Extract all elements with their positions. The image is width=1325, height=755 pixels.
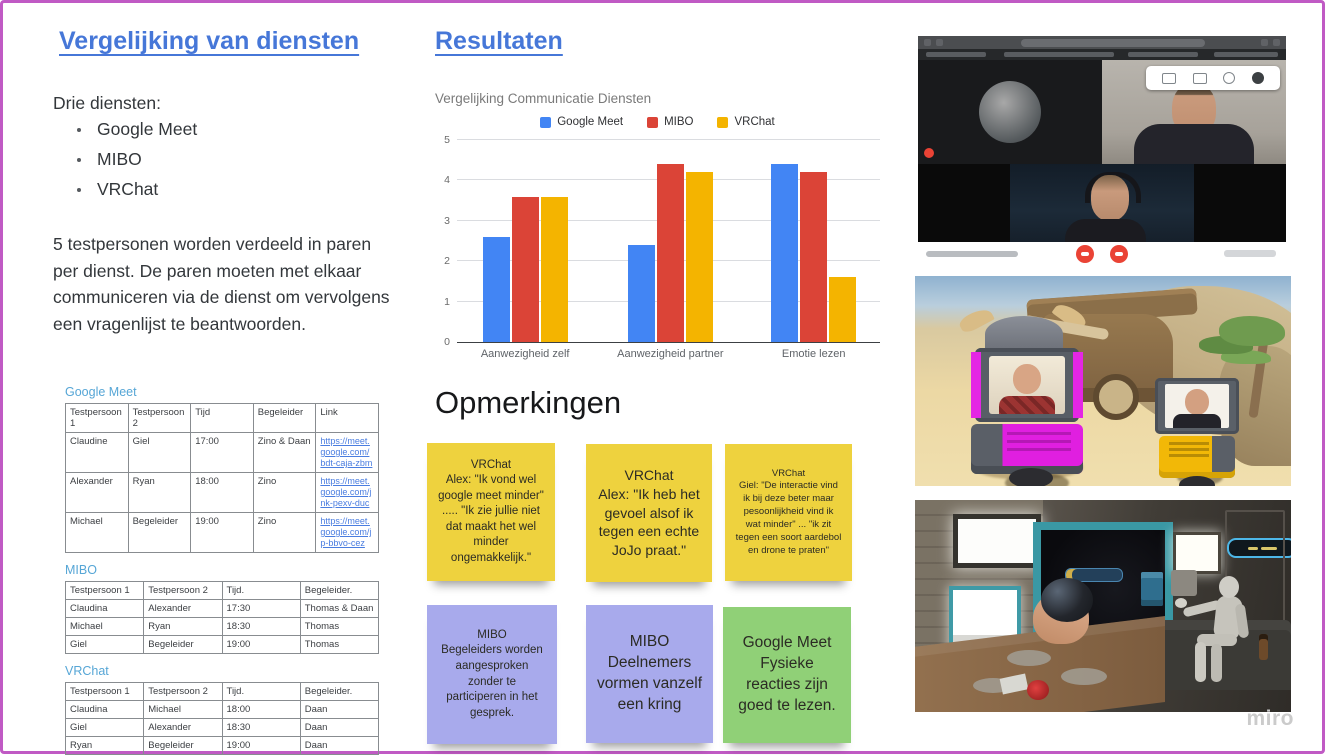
section-title-opmerkingen: Opmerkingen [435,385,622,420]
list-item [77,149,197,170]
y-tick-label: 4 [444,174,450,187]
table-cell [316,433,379,473]
column-header: Testpersoon 2 [128,404,191,433]
legend-item [540,116,623,128]
bullet-icon [77,128,81,132]
column-header: Testpersoon 2 [144,582,222,600]
table-cell: Begeleider [144,737,222,755]
table-cell: Michael [66,618,144,636]
column-header: Testpersoon 1 [66,404,129,433]
results-chart[interactable] [435,91,880,372]
x-axis-label: Emotie lezen [781,348,846,360]
y-tick-label: 3 [444,214,450,227]
column-header: Link [316,404,379,433]
browser-tabs [918,49,1286,60]
sticky-note-5[interactable] [586,605,713,743]
table-cell: Alexander [144,719,222,737]
column-header: Testpersoon 2 [144,683,222,701]
vr-goggles [1041,578,1093,622]
legend-swatch [540,117,551,128]
table-cell: Thomas & Daan [300,600,378,618]
table-cell: Michael [66,513,129,553]
table-row [66,600,379,618]
participant-shirt [1173,414,1221,428]
table-cell: Giel [66,636,144,654]
table-cell: Zino [253,473,316,513]
table-cell: Claudina [66,701,144,719]
browser-toolbar [918,36,1286,49]
browser-tab [1128,52,1198,57]
avatar [979,81,1041,143]
meeting-name [926,251,1018,257]
y-axis-labels [435,134,457,348]
video-screen [989,356,1065,414]
table-cell: 17:30 [222,600,300,618]
legend-label: VRChat [734,116,775,128]
mannequin-leg [1195,642,1206,682]
browser-tab [926,52,986,57]
cast-icon [1162,73,1176,84]
bar-vrchat [686,172,713,342]
table-row [66,701,379,719]
browser-profile-icon [1261,39,1268,46]
browser-menu-icon [1273,39,1280,46]
chart-body [435,134,880,372]
browser-tab [1004,52,1114,57]
meeting-controls-popup [1146,66,1280,90]
video-screen [1165,384,1229,428]
tv-head [975,348,1079,422]
bars [483,140,568,342]
plate [1007,650,1051,666]
table-cell: 18:00 [222,701,300,719]
table-cell: Begeleider [128,513,191,553]
meet-control-bar [918,242,1286,266]
bar-vrchat [541,197,568,342]
note-header: MIBO [629,633,670,651]
tv-head [1155,378,1239,434]
sticky-note-6[interactable] [723,607,851,743]
column-header: Begeleider. [300,582,378,600]
x-axis-label: Aanwezigheid partner [617,348,724,360]
bullet-icon [77,188,81,192]
legend-item [647,116,693,128]
person-body [1065,219,1146,242]
bottle [1259,634,1268,660]
table-cell: Giel [66,719,144,737]
bar-group [481,140,570,360]
service-name: MIBO [97,149,142,169]
sticky-note-2[interactable] [586,444,712,582]
bar-google-meet [483,237,510,342]
table-mibo [65,581,379,654]
table-google-meet [65,403,379,553]
column-header: Testpersoon 1 [66,582,144,600]
bar-vrchat [829,277,856,342]
screenshot-mibo[interactable] [915,276,1291,486]
table-row [66,473,379,513]
column-header: Tijd. [222,582,300,600]
bar-groups [457,140,880,360]
table-row [66,433,379,473]
table-label-google-meet: Google Meet [65,385,137,399]
service-tables [65,375,381,755]
table-header-row [66,404,379,433]
meet-options-icons [1224,250,1276,257]
service-name: Google Meet [97,119,198,139]
meet-link[interactable]: https://meet.google.com/jnk-pexv-duc [320,476,372,508]
experiment-description: 5 testpersonen worden verdeeld in paren per dienst. De paren moeten met elkaar communiceren via de dienst om vervolgens een vragenlijst te beantwoorden. [53,234,390,334]
y-tick-label: 5 [444,134,450,146]
table-cell [316,473,379,513]
sticky-note-3[interactable] [725,444,852,581]
table-cell: Giel [128,433,191,473]
robot-vents [1007,432,1071,435]
robot-avatar-yellow [1151,378,1243,486]
bright-panel [1173,532,1221,574]
robot-avatar-pink [967,316,1091,476]
red-object [1027,680,1049,700]
note-header: VRChat [771,467,806,479]
table-cell: Ryan [66,737,144,755]
participant-face [1185,389,1209,415]
video-grid [918,60,1286,242]
screenshot-google-meet[interactable] [918,36,1286,266]
notes-grid [427,443,859,747]
table-cell: Begeleider [144,636,222,654]
cart-wheel [1093,374,1139,420]
table-cell: 17:00 [191,433,254,473]
table-cell: Michael [144,701,222,719]
note-body: Fysieke reacties zijn goed te lezen. [738,655,836,714]
video-tile-person-2 [1010,164,1194,242]
person-body [1134,124,1254,164]
table-cell: Alexander [66,473,129,513]
bar-google-meet [628,245,655,342]
address-bar [1021,39,1205,47]
meet-link[interactable]: https://meet.google.com/jp-bbvo-cez [320,516,372,548]
legend-swatch [717,117,728,128]
chart-title: Vergelijking Communicatie Diensten [435,91,652,106]
y-tick-label: 1 [444,295,450,308]
note-header: VRChat [470,458,512,471]
table-row [66,636,379,654]
table-cell: Claudine [66,433,129,473]
bar-mibo [657,164,684,342]
browser-forward-icon [936,39,943,46]
sticky-note-1[interactable] [427,443,555,581]
note-header: Google Meet [742,634,832,652]
list-item [77,179,197,200]
table-cell: Zino & Daan [253,433,316,473]
bar-mibo [512,197,539,342]
table-cell: 19:00 [191,513,254,553]
person-head [1091,175,1129,221]
bar-group [771,140,856,360]
bars [771,140,856,342]
y-tick-label: 2 [444,255,450,268]
column-header: Tijd [191,404,254,433]
service-name: VRChat [97,179,159,199]
column-header: Testpersoon 1 [66,683,144,701]
y-tick-label: 0 [444,336,450,348]
palm-leaves [1219,316,1285,346]
note-body: Deelnemers vormen vanzelf een kring [596,654,703,713]
table-cell: Alexander [144,600,222,618]
table-label-vrchat: VRChat [65,664,109,678]
bullet-icon [77,158,81,162]
column-header: Tijd. [222,683,300,701]
table-cell: Zino [253,513,316,553]
mannequin-leg [1211,644,1222,682]
participant-face [1013,364,1041,394]
profile-icon [1252,72,1264,84]
hangup-button [1110,245,1128,263]
robot-vents [1169,442,1209,445]
robot-base [1009,468,1053,486]
column-header: Begeleider. [300,683,378,701]
plot-area [457,140,880,372]
note-body: Begeleiders worden aangesproken zonder te participeren in het gesprek. [441,644,543,719]
mic-muted-icon [924,148,934,158]
present-icon [1193,73,1207,84]
screenshot-vrchat[interactable] [915,500,1291,712]
table-cell: 19:00 [222,737,300,755]
column-header: Begeleider [253,404,316,433]
note-header: VRChat [624,466,674,483]
table-cell: Thomas [300,636,378,654]
table-cell: Daan [300,701,378,719]
bar-google-meet [771,164,798,342]
table-cell: Ryan [144,618,222,636]
table-cell: Daan [300,737,378,755]
table-cell: Daan [300,719,378,737]
table-cell: 18:30 [222,618,300,636]
table-row [66,737,379,755]
section-title-resultaten: Resultaten [435,27,563,55]
table-cell: 18:30 [222,719,300,737]
bar-group [617,140,723,360]
chart-legend [435,116,880,128]
table-cell: 18:00 [191,473,254,513]
plate [1061,668,1107,685]
legend-label: Google Meet [557,116,624,128]
table-header-row [66,683,379,701]
mute-button [1076,245,1094,263]
viking-helmet [985,316,1063,352]
browser-back-icon [924,39,931,46]
table-cell: 19:00 [222,636,300,654]
bars [628,140,713,342]
note-body: Alex: "Ik heb het gevoel alsof ik tegen een echte JoJo praat." [598,485,700,559]
section-title-vergelijking: Vergelijking van diensten [59,27,360,55]
table-label-mibo: MIBO [65,563,97,577]
note-body: Alex: "Ik vond wel google meet minder" ..... "Ik zie jullie niet dat maakt het wel minder ongemakkelijk." [438,474,544,564]
bar-mibo [800,172,827,342]
mannequin-head [1219,576,1239,598]
video-tile-avatar [918,60,1102,164]
wall-sign [1141,572,1163,606]
note-header: MIBO [477,628,507,641]
legend-item [717,116,774,128]
legend-swatch [647,117,658,128]
table-row [66,719,379,737]
table-vrchat [65,682,379,755]
table-row [66,618,379,636]
record-icon [1223,72,1235,84]
browser-tab [1214,52,1278,57]
sticky-note-4[interactable] [427,605,557,744]
legend-label: MIBO [664,116,694,128]
table-row [66,513,379,553]
table-header-row [66,582,379,600]
x-axis-label: Aanwezigheid zelf [480,348,570,360]
participant-shirt [999,396,1055,414]
table-cell: Ryan [128,473,191,513]
bright-window [953,514,1041,568]
wall-speaker [1171,570,1197,596]
miro-watermark: miro [1246,707,1294,730]
table-cell [316,513,379,553]
services-intro: Drie diensten: [53,93,161,113]
meet-link[interactable]: https://meet.google.com/bdt-caja-zbm [320,436,373,468]
table-cell: Claudina [66,600,144,618]
table-cell: Thomas [300,618,378,636]
mannequin-hand [1175,598,1187,608]
services-list [77,119,197,209]
list-item [77,119,197,140]
note-body: Giel: "De interactie vind ik bij deze beter maar pesoonlijkheid vind ik wat minder" ... "ik zit tegen een soort aardebol en drone te praten" [735,480,842,556]
